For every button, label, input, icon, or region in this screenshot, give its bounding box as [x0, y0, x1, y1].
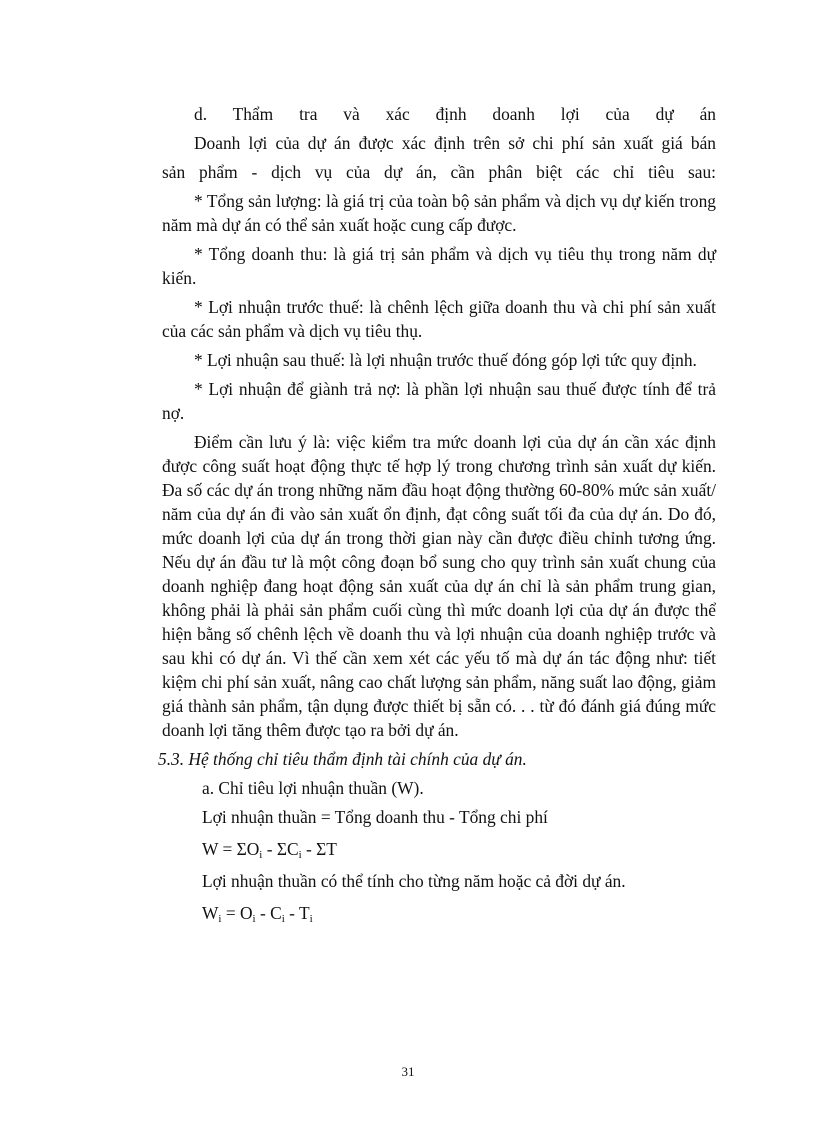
intro-line-1: Doanh lợi của dự án được xác định trên sở chi phí sản xuất giá bán [194, 133, 716, 153]
subsection-a: a. Chỉ tiêu lợi nhuận thuần (W). [202, 778, 424, 798]
page-body [158, 102, 716, 933]
net-profit-formula: $W = \Sigma O_i - \Sigma C_i - \Sigma T$ [202, 839, 337, 861]
item-profit-before-tax: * Lợi nhuận trước thuế: là chênh lệch giữa doanh thu và chi phí sản xuất của các sản phẩm và dịch vụ tiêu thụ. [162, 297, 716, 341]
section-title: 5.3. Hệ thống chỉ tiêu thẩm định tài chính của dự án. [158, 749, 527, 769]
note-paragraph: Điểm cần lưu ý là: việc kiểm tra mức doanh lợi của dự án cần xác định được công suất hoạt động thực tế hợp lý trong chương trình sản xuất dự kiến. Đa số các dự án trong những năm đầu hoạt động thường 60-80% mức sản xuất/ năm của dự án đi vào sản xuất ổn định, đạt công suất tối đa của dự án. Do đó, mức doanh lợi của dự án trong thời gian này cần được điều chỉnh tương ứng. Nếu dự án đầu tư là một công đoạn bổ sung cho quy trình sản xuất chung của doanh nghiệp đang hoạt động sản xuất của dự án chỉ là sản phẩm trung gian, không phải là phải sản phẩm cuối cùng thì mức doanh lợi của dự án được thể hiện bằng số chênh lệch về doanh thu và lợi nhuận của doanh nghiệp trước và sau khi có dự án. Vì thế cần xem xét các yếu tố mà dự án tác động như: tiết kiệm chi phí sản xuất, nâng cao chất lượng sản phẩm, năng suất lao động, giảm giá thành sản phẩm, tận dụng được thiết bị sẵn có. . . từ đó đánh giá đúng mức doanh lợi tăng thêm được tạo ra bởi dự án. [162, 432, 716, 740]
intro-line-2: sản phẩm - dịch vụ của dự án, cần phân biệt các chỉ tiêu sau: [162, 162, 716, 182]
item-profit-after-tax: * Lợi nhuận sau thuế: là lợi nhuận trước thuế đóng góp lợi tức quy định. [194, 350, 697, 370]
item-total-revenue: * Tổng doanh thu: là giá trị sản phẩm và dịch vụ tiêu thụ trong năm dự kiến. [162, 244, 716, 288]
item-debt-repayment-profit: * Lợi nhuận để giành trả nợ: là phần lợi nhuận sau thuế được tính để trả nợ. [162, 379, 716, 423]
formula-note: Lợi nhuận thuần có thể tính cho từng năm hoặc cả đời dự án. [202, 871, 626, 891]
page-number: 31 [401, 1064, 415, 1079]
heading-d: d. Thẩm tra và xác định doanh lợi của dự án [194, 104, 716, 124]
item-total-output: * Tổng sản lượng: là giá trị của toàn bộ sản phẩm và dịch vụ dự kiến trong năm mà dự án có thể sản xuất hoặc cung cấp được. [162, 191, 716, 235]
annual-net-profit-formula: $W_i = O_i - C_i - T_i$ [202, 903, 313, 925]
net-profit-definition: Lợi nhuận thuần = Tổng doanh thu - Tổng chi phí [202, 807, 548, 827]
